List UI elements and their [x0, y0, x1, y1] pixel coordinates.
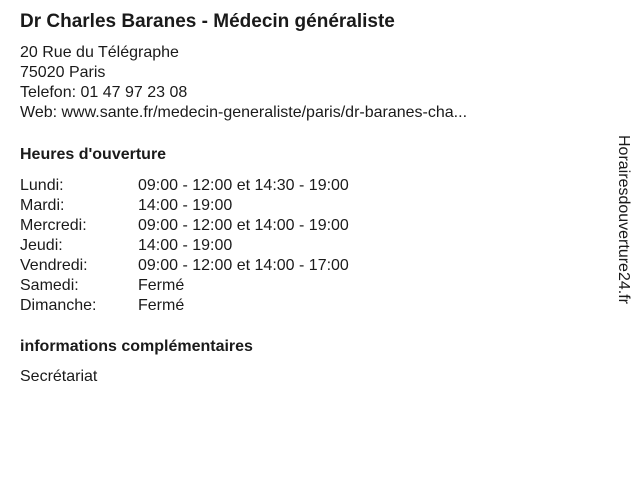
street-address: 20 Rue du Télégraphe	[20, 44, 179, 61]
phone-number: Telefon: 01 47 97 23 08	[20, 84, 188, 101]
side-brand-text: Horairesdouverture24.fr	[615, 135, 632, 304]
website-link: Web: www.sante.fr/medecin-generaliste/paris/dr-baranes-cha...	[20, 104, 468, 121]
hours-row-wednesday	[20, 216, 600, 236]
hours-time: 14:00 - 19:00	[138, 197, 233, 214]
hours-row-sunday	[20, 296, 600, 316]
page-title: Dr Charles Baranes - Médecin généraliste	[20, 11, 395, 32]
hours-time: Fermé	[138, 277, 185, 294]
hours-time: 09:00 - 12:00 et 14:00 - 19:00	[138, 217, 349, 234]
hours-day: Mardi:	[20, 197, 65, 214]
hours-time: 14:00 - 19:00	[138, 237, 233, 254]
city-postcode: 75020 Paris	[20, 64, 106, 81]
hours-time: 09:00 - 12:00 et 14:30 - 19:00	[138, 177, 349, 194]
hours-row-friday	[20, 256, 600, 276]
hours-day: Samedi:	[20, 277, 79, 294]
address-block	[20, 43, 600, 123]
hours-day: Vendredi:	[20, 257, 88, 274]
additional-info-heading: informations complémentaires	[20, 338, 253, 355]
hours-day: Lundi:	[20, 177, 64, 194]
hours-time: 09:00 - 12:00 et 14:00 - 17:00	[138, 257, 349, 274]
hours-day: Jeudi:	[20, 237, 63, 254]
hours-row-tuesday	[20, 196, 600, 216]
hours-time: Fermé	[138, 297, 185, 314]
hours-row-thursday	[20, 236, 600, 256]
business-card	[20, 10, 600, 387]
side-brand-watermark	[613, 135, 633, 345]
opening-hours-heading: Heures d'ouverture	[20, 146, 167, 163]
hours-day: Mercredi:	[20, 217, 87, 234]
additional-info-text: Secrétariat	[20, 368, 98, 385]
hours-day: Dimanche:	[20, 297, 97, 314]
hours-row-monday	[20, 176, 600, 196]
hours-row-saturday	[20, 276, 600, 296]
opening-hours-table	[20, 176, 600, 316]
